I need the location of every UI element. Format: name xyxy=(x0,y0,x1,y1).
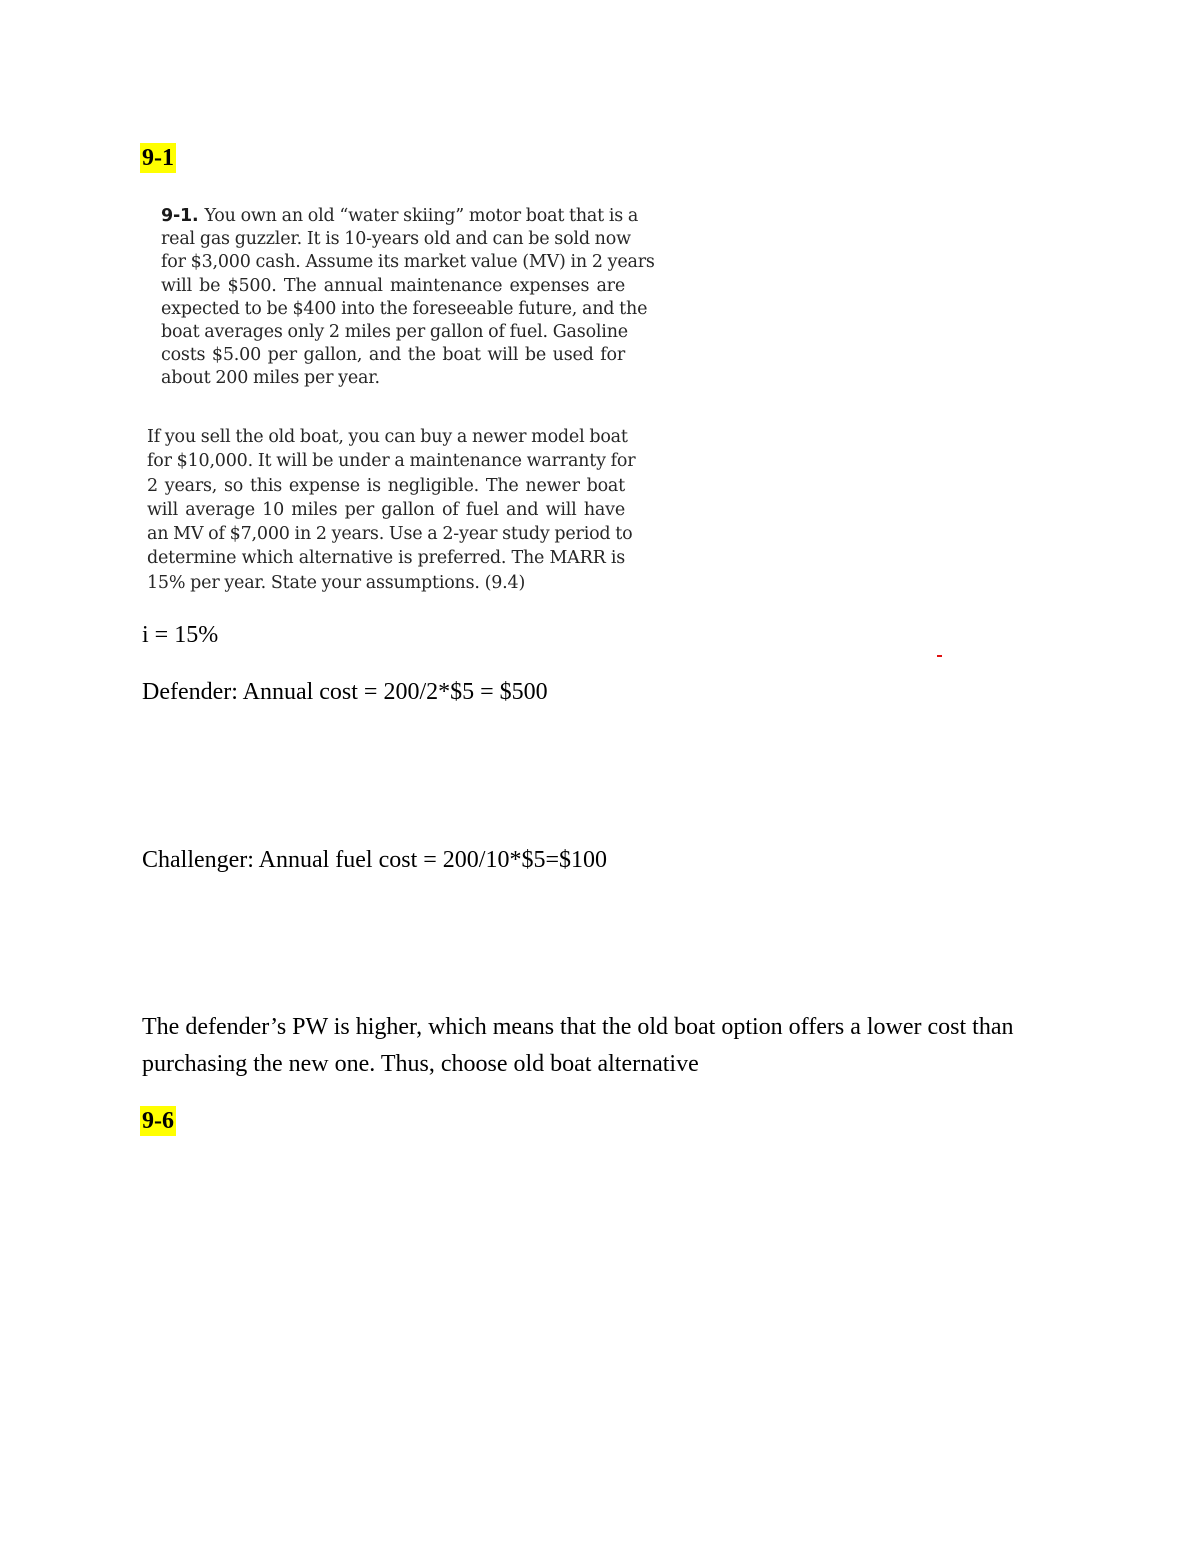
problem-line: 2 years, so this expense is negligible. The newer boat xyxy=(147,475,625,496)
problem-statement-part2 xyxy=(147,425,636,595)
challenger-annual-fuel-cost: Challenger: Annual fuel cost = 200/10*$5=$100 xyxy=(142,847,607,873)
problem-line: for $3,000 cash. Assume its market value (MV) in 2 years xyxy=(161,252,655,273)
problem-line: expected to be $400 into the foreseeable future, and the xyxy=(161,298,648,319)
problem-line: about 200 miles per year. xyxy=(161,368,380,389)
problem-line: an MV of $7,000 in 2 years. Use a 2-year study period to xyxy=(147,524,633,545)
section-heading-9-1: 9-1 xyxy=(142,145,174,171)
problem-line: boat averages only 2 miles per gallon of fuel. Gasoline xyxy=(161,322,628,343)
problem-line: determine which alternative is preferred. The MARR is xyxy=(147,548,625,569)
problem-statement-part1 xyxy=(161,205,655,391)
problem-line: 9-1. You own an old “water skiing” motor boat that is a xyxy=(161,206,639,226)
problem-line: real gas guzzler. It is 10-years old and can be sold now xyxy=(161,229,631,250)
section-heading-9-6: 9-6 xyxy=(142,1108,174,1134)
problem-line: If you sell the old boat, you can buy a newer model boat xyxy=(147,427,628,447)
interest-rate: i = 15% xyxy=(142,622,219,648)
problem-line: costs $5.00 per gallon, and the boat will be used for xyxy=(161,345,625,366)
problem-line: for $10,000. It will be under a maintenance warranty for xyxy=(147,451,636,472)
conclusion-paragraph: The defender’s PW is higher, which means that the old boat option offers a lower cost than purchasing the new one. Thus, choose old boat alternative xyxy=(142,1014,1014,1077)
defender-annual-cost: Defender: Annual cost = 200/2*$5 = $500 xyxy=(142,679,548,705)
problem-line: will average 10 miles per gallon of fuel and will have xyxy=(147,499,625,520)
problem-line: will be $500. The annual maintenance expenses are xyxy=(161,275,625,296)
red-mark xyxy=(937,655,942,657)
problem-number: 9-1. xyxy=(161,206,199,226)
problem-line: 15% per year. State your assumptions. (9.4) xyxy=(147,572,526,593)
